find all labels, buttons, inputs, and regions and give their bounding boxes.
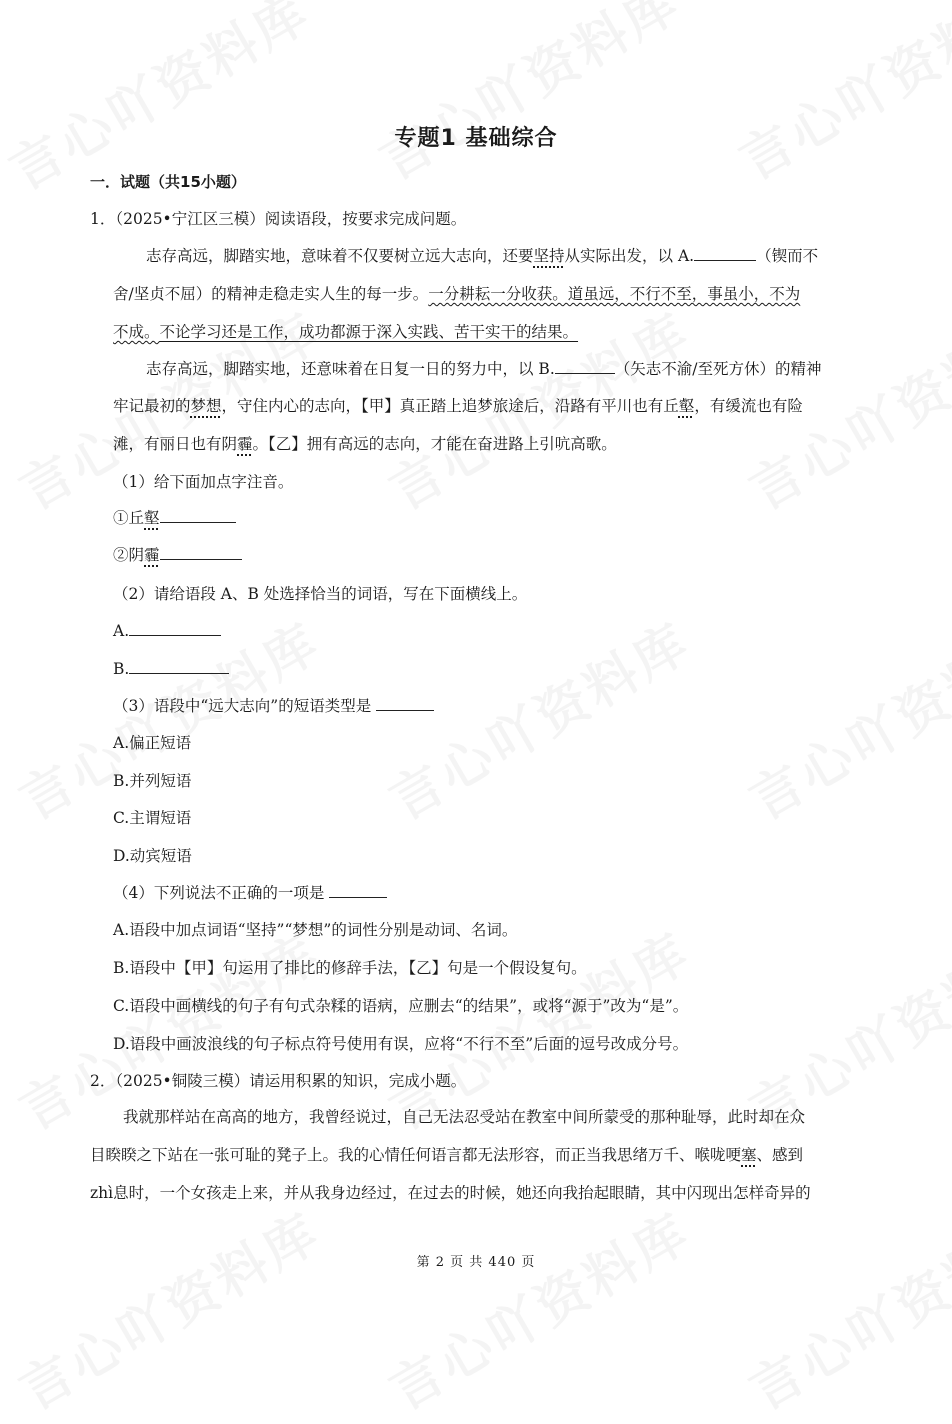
passage-2-line-2 — [113, 396, 803, 416]
watermark — [374, 601, 702, 834]
passage-3-line-3: zhì息时，一个女孩走上来，并从我身边经过，在过去的时候，她还向我抬起眼睛，其中闪现出怎样奇异的 — [90, 1184, 811, 1202]
dotted-word: 梦想 — [190, 397, 222, 415]
option[interactable]: B.语段中【甲】句运用了排比的修辞手法，【乙】句是一个假设复句。 — [113, 959, 587, 977]
page-footer: 第 2 页 共 440 页 — [416, 1255, 536, 1270]
sub-question-4 — [113, 883, 387, 903]
dotted-word: 坚持 — [533, 247, 565, 265]
wavy-underlined-text: 一分耕耘一分收获。道虽远，不行不至，事虽小，不为 — [428, 285, 801, 303]
option[interactable]: D.语段中画波浪线的句子标点符号使用有误，应将“不行不至”后面的逗号改成分号。 — [113, 1035, 689, 1053]
blank-a — [694, 246, 756, 261]
passage-2-line-1 — [146, 359, 821, 379]
sub-question-3 — [113, 696, 434, 716]
question-1-header: 1．（2025•宁江区三模）阅读语段，按要求完成问题。 — [90, 210, 467, 228]
text-span: 志存高远，脚踏实地，还意味着在日复一日的努力中，以 B. — [146, 360, 555, 378]
text-span: 目睽睽之下站在一张可耻的凳子上。我的心情任何语言都无法形容，而正当我思绪万千、喉咙哽 — [90, 1146, 742, 1164]
text-span: ，有缓流也有险 — [694, 397, 803, 415]
option[interactable]: B.并列短语 — [113, 772, 192, 790]
text-span: 牢记最初的 — [113, 397, 191, 415]
blank-b — [555, 359, 615, 374]
passage-1-line-1 — [146, 246, 818, 266]
option[interactable]: C.语段中画横线的句子有句式杂糅的语病，应删去“的结果”，或将“源于”改为“是”。 — [113, 997, 689, 1015]
text-span: （锲而不 — [756, 247, 819, 265]
answer-blank[interactable] — [129, 621, 221, 636]
dotted-word: 壑 — [678, 397, 695, 415]
passage-3-line-1: 我就那样站在高高的地方，我曾经说过，自己无法忍受站在教室中间所蒙受的那种耻辱，此时却在众 — [123, 1108, 806, 1126]
passage-2-line-3 — [113, 434, 617, 454]
option[interactable]: D.动宾短语 — [113, 847, 192, 865]
question-2-header: 2．（2025•铜陵三模）请运用积累的知识，完成小题。 — [90, 1072, 467, 1090]
passage-3-line-2 — [90, 1145, 803, 1165]
option[interactable]: A.语段中加点词语“坚持”“梦想”的词性分别是动词、名词。 — [113, 921, 518, 939]
answer-blank[interactable] — [329, 883, 387, 898]
option[interactable]: C.主谓短语 — [113, 809, 192, 827]
text-span: 、感到 — [756, 1146, 804, 1164]
text-span: ②阴 — [113, 546, 145, 564]
option[interactable]: A.偏正短语 — [113, 734, 192, 752]
watermark — [364, 0, 692, 194]
dotted-word: 霾 — [237, 435, 253, 453]
watermark — [374, 1191, 702, 1424]
passage-1-line-2 — [113, 284, 800, 304]
underlined-sentence: 不论学习还是工作，成功都源于深入实践、苦干实干的结果。 — [159, 323, 579, 341]
text-span: A. — [113, 622, 130, 640]
passage-1-line-3 — [113, 322, 578, 342]
answer-line-2b — [113, 659, 229, 679]
text-span: 志存高远，脚踏实地，意味着不仅要树立远大志向，还要 — [146, 247, 534, 265]
answer-line-1a — [113, 508, 236, 528]
text-span: 从实际出发，以 A. — [564, 247, 695, 265]
page-title: 专题1 基础综合 — [394, 126, 558, 151]
answer-blank[interactable] — [129, 659, 229, 674]
answer-blank[interactable] — [160, 508, 236, 523]
watermark — [4, 1191, 332, 1424]
dotted-word: 塞 — [741, 1146, 757, 1164]
dotted-word: 霾 — [144, 546, 160, 564]
text-span: 滩，有丽日也有阴 — [113, 435, 238, 453]
section-heading: 一．试题（共15小题） — [90, 173, 246, 191]
sub-question-1: （1）给下面加点字注音。 — [113, 473, 294, 491]
text-span: （4）下列说法不正确的一项是 — [113, 884, 325, 902]
text-span: ，守住内心的志向，【甲】真正踏上追梦旅途后，沿路有平川也有丘 — [221, 397, 679, 415]
text-span: ①丘 — [113, 509, 145, 527]
answer-line-2a — [113, 621, 221, 641]
dotted-word: 壑 — [144, 509, 160, 527]
watermark — [734, 601, 952, 834]
text-span: （3）语段中“远大志向”的短语类型是 — [113, 697, 372, 715]
text-span: （矢志不渝/至死方休）的精神 — [614, 360, 822, 378]
watermark — [734, 1191, 952, 1424]
watermark — [724, 0, 952, 194]
answer-blank[interactable] — [160, 545, 242, 560]
sub-question-2: （2）请给语段 A、B 处选择恰当的词语，写在下面横线上。 — [113, 585, 528, 603]
wavy-underlined-text: 不成。 — [113, 323, 160, 341]
text-span: B. — [113, 660, 130, 678]
text-span: 舍/坚贞不屈）的精神走稳走实人生的每一步。 — [113, 285, 429, 303]
answer-line-1b — [113, 545, 242, 565]
text-span: 。【乙】拥有高远的志向，才能在奋进路上引吭高歌。 — [252, 435, 617, 453]
answer-blank[interactable] — [376, 696, 434, 711]
